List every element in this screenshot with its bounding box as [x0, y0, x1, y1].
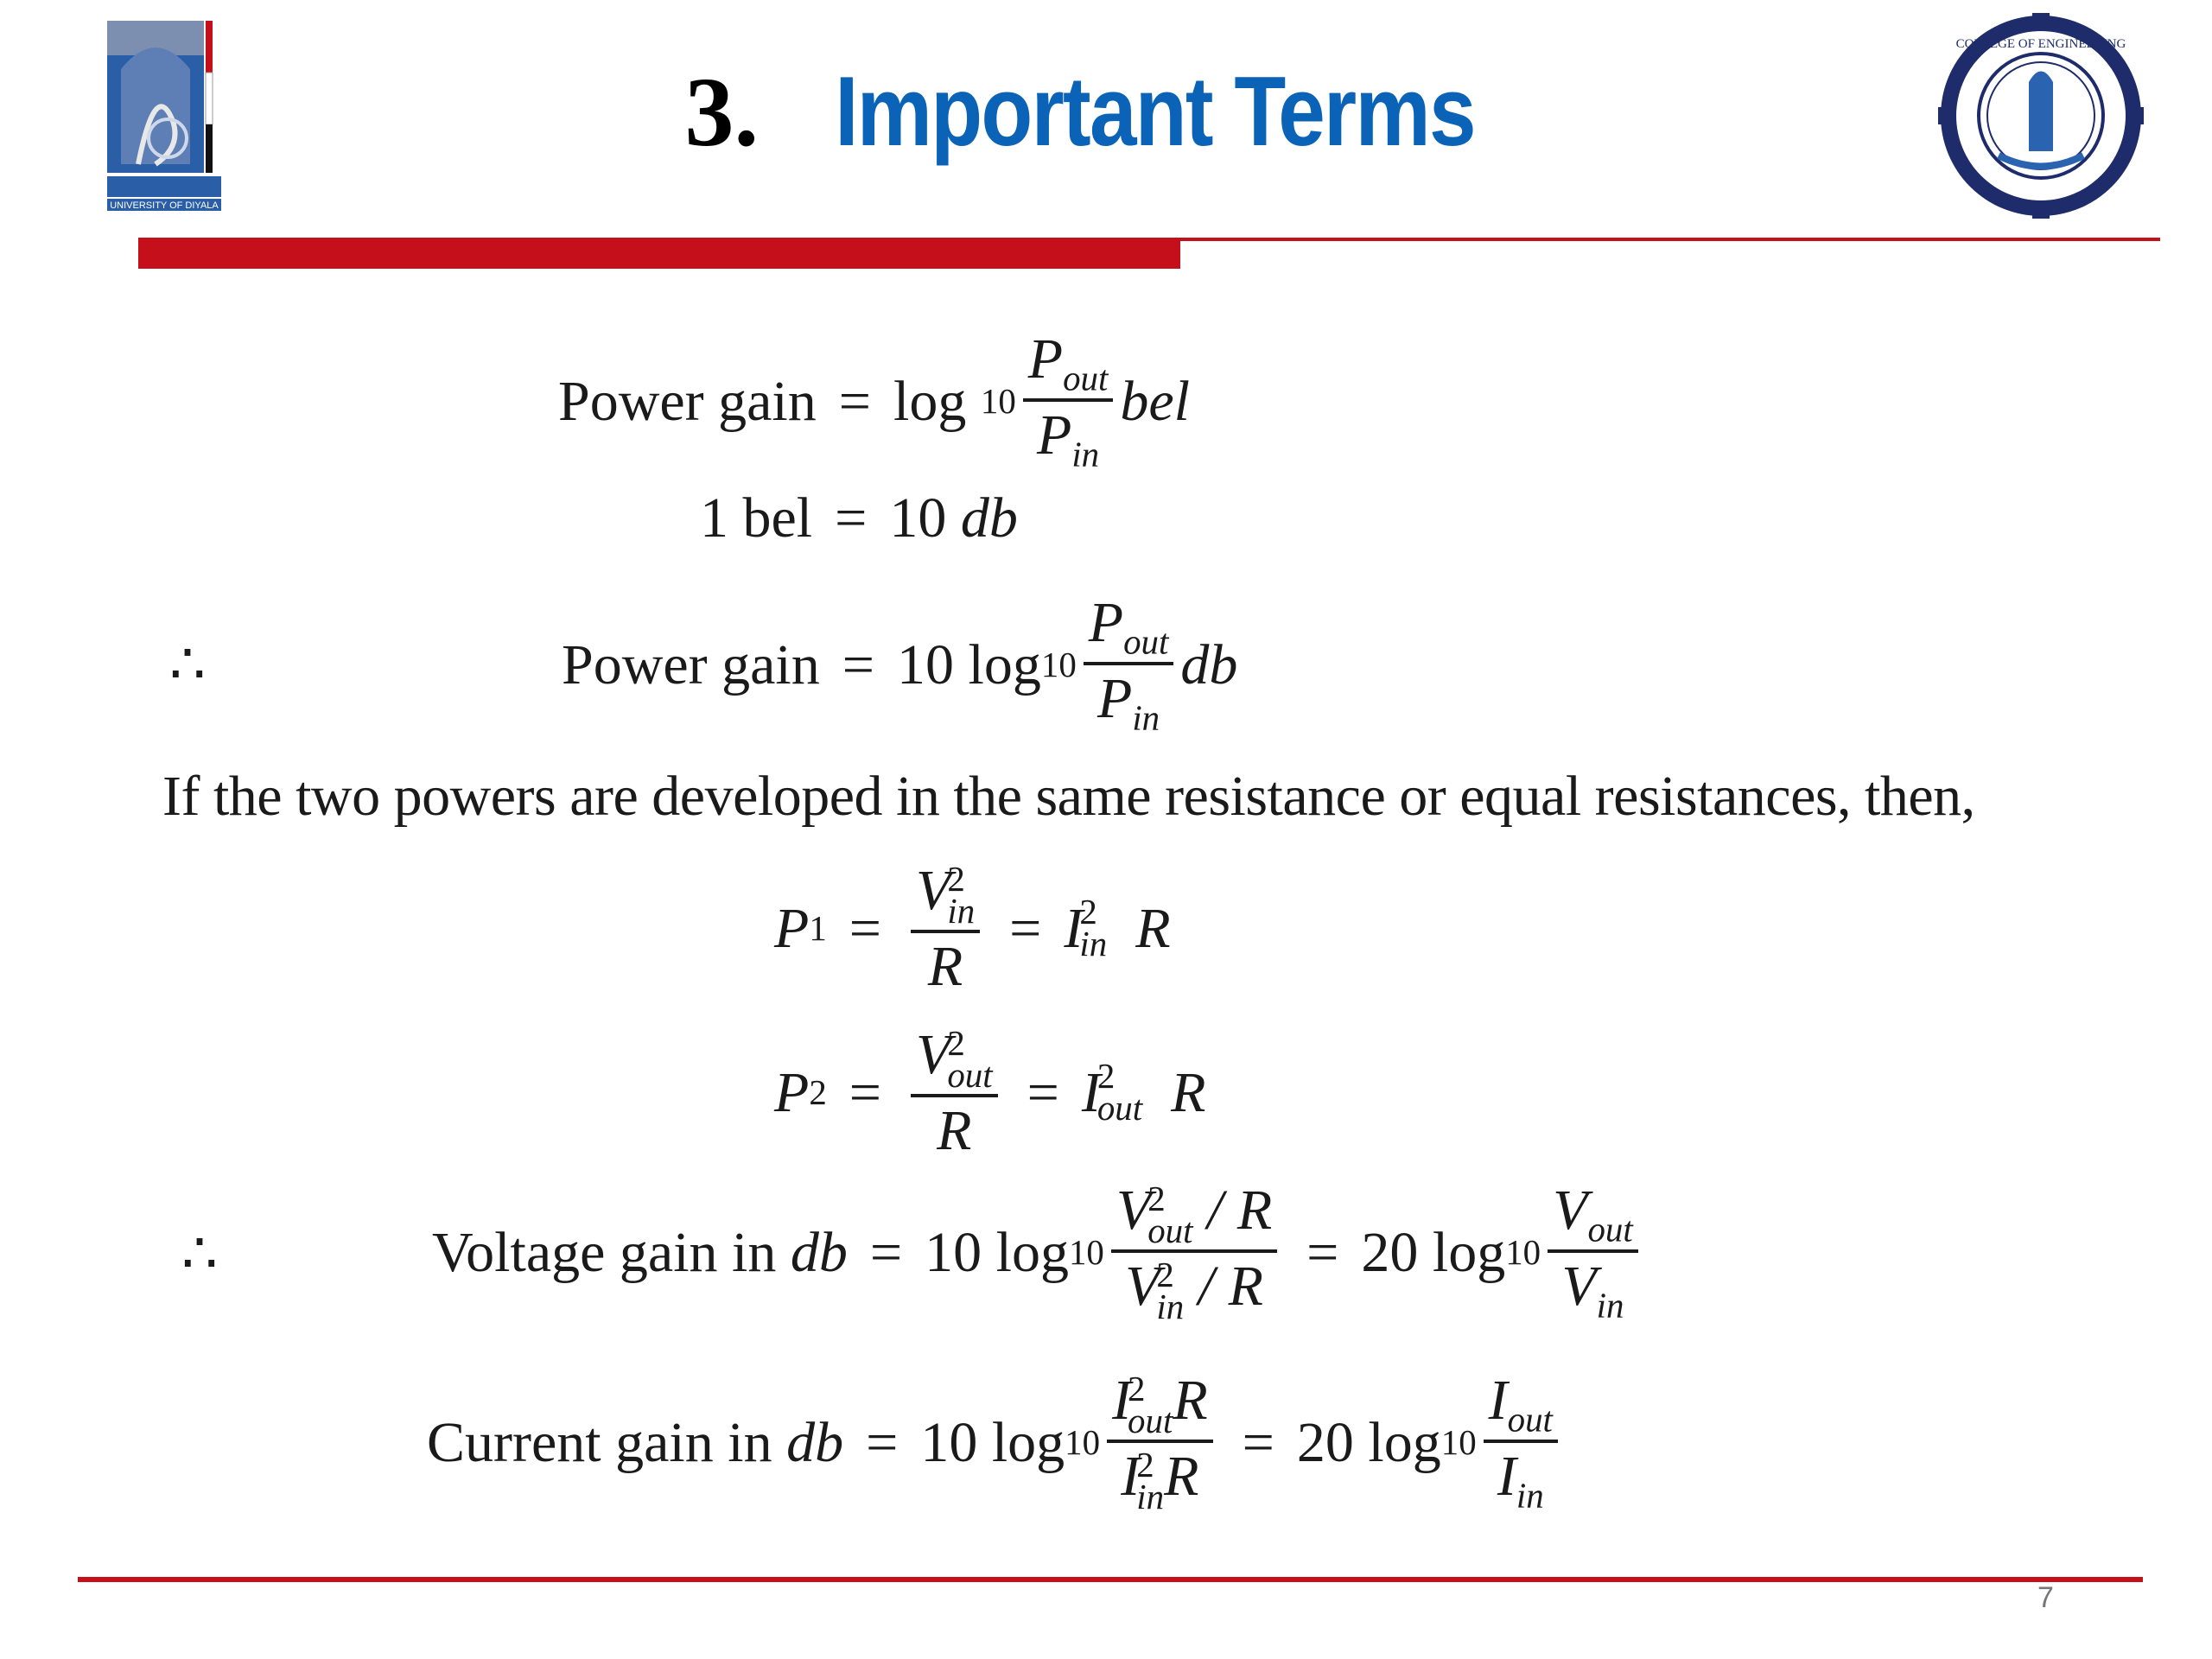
- seal-text: COLLEGE OF ENGINEERING: [1955, 37, 2126, 51]
- college-seal-logo: [1938, 13, 2144, 219]
- header-red-line: [1180, 238, 2160, 241]
- header-red-bar: [138, 238, 1180, 269]
- equation-power-gain-db: Power gain = 10 log 10 $\frac{P_{out}}{P_{in}}$ db: [562, 590, 1238, 738]
- equation-p1: P 1 = V 2 in R = I 2 in R: [774, 859, 1171, 998]
- title-number: 3.: [684, 57, 759, 167]
- therefore-symbol-2: ∴: [181, 1223, 218, 1286]
- paragraph-text: If the two powers are developed in the same resistance or equal resistances, then,: [162, 765, 1975, 828]
- title-text: Important Terms: [835, 57, 1476, 167]
- equation-current-gain: Current gain in db = 10 log 10 I 2 out R I 2 in R = 20 log 10 $\frac{I_{out}}{I_{in}}$: [427, 1365, 1565, 1521]
- equation-voltage-gain: Voltage gain in db = 10 log 10 V 2 out / R V 2 in / R = 20 log 10 $\frac{V_{out}}{V_{in}}$: [432, 1175, 1645, 1331]
- therefore-symbol-1: ∴: [169, 633, 206, 696]
- uni-logo-text: UNIVERSITY OF DIYALA: [110, 200, 219, 211]
- page-number: 7: [2037, 1581, 2054, 1614]
- footer-red-line: [78, 1577, 2143, 1582]
- equation-bel-to-db: 1 bel = 10 db: [700, 486, 1018, 550]
- equation-p2: P 2 = V 2 out R = I 2 out R: [774, 1023, 1206, 1162]
- slide-title: [0, 56, 2212, 168]
- equation-power-gain-bel: Power gain = log 10 $\frac{P_{out}}{P_{in}}$ bel: [558, 327, 1191, 474]
